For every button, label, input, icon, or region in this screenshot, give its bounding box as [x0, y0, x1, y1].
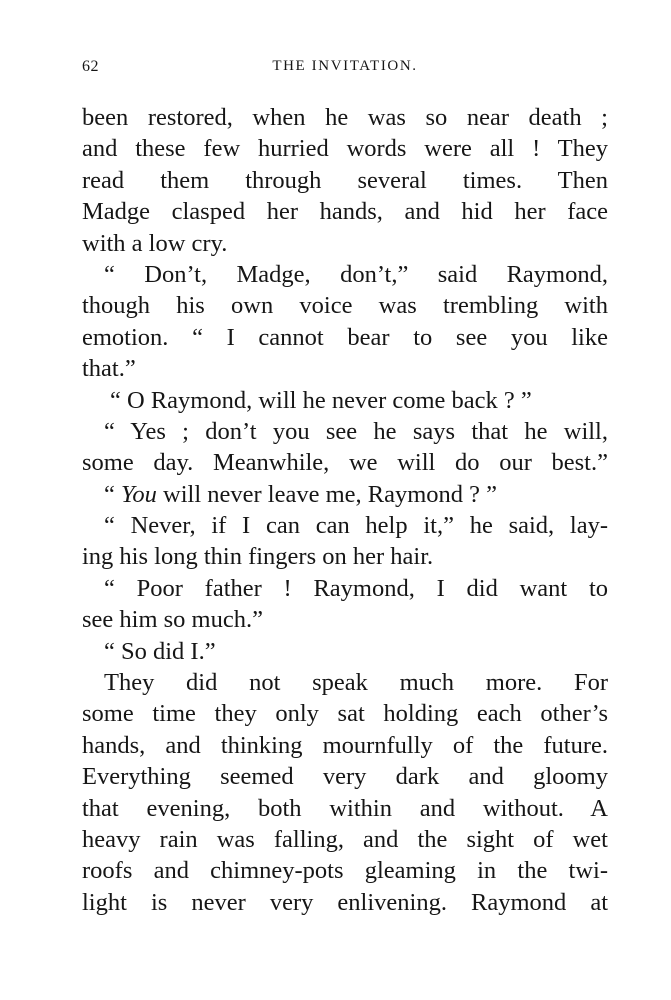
- text-fragment: will never leave me, Raymond ? ”: [156, 480, 498, 508]
- text-line: They did not speak much more. For: [104, 669, 608, 697]
- text-line: see him so much.”: [82, 606, 263, 634]
- text-line: hands, and thinking mournfully of the future.: [82, 731, 608, 759]
- text-line: [82, 479, 608, 510]
- text-line: and these few hurried words were all ! They: [82, 135, 608, 163]
- text-line: “ Poor father ! Raymond, I did want to: [104, 574, 608, 602]
- text-line: Madge clasped her hands, and hid her face: [82, 198, 608, 226]
- text-line: some day. Meanwhile, we will do our best.”: [82, 449, 608, 477]
- body-text: [82, 102, 608, 918]
- text-line: roofs and chimney-pots gleaming in the twi-: [82, 857, 608, 885]
- text-fragment: “: [104, 480, 121, 508]
- text-line: that.”: [82, 355, 136, 383]
- text-line: “ O Raymond, will he never come back ? ”: [110, 386, 532, 414]
- text-line: read them through several times. Then: [82, 166, 608, 194]
- text-line: been restored, when he was so near death ;: [82, 104, 608, 131]
- text-line: “ Don’t, Madge, don’t,” said Raymond,: [104, 260, 608, 288]
- page-number: 62: [82, 58, 99, 75]
- text-line: with a low cry.: [82, 229, 228, 257]
- text-line: emotion. “ I cannot bear to see you like: [82, 323, 608, 351]
- text-line: though his own voice was trembling with: [82, 292, 608, 320]
- page-header: [82, 58, 608, 82]
- emphasized-word: You: [121, 480, 157, 508]
- text-line: Everything seemed very dark and gloomy: [82, 763, 608, 791]
- text-line: “ Never, if I can can help it,” he said, lay-: [104, 512, 608, 540]
- text-line: heavy rain was falling, and the sight of wet: [82, 825, 608, 853]
- text-line: some time they only sat holding each other’s: [82, 700, 608, 728]
- text-line: that evening, both within and without. A: [82, 794, 608, 822]
- text-line: “ Yes ; don’t you see he says that he will,: [104, 417, 608, 445]
- text-line: ing his long thin fingers on her hair.: [82, 543, 434, 571]
- text-line: “ So did I.”: [104, 637, 216, 665]
- text-line: light is never very enlivening. Raymond at: [82, 888, 608, 916]
- running-head: THE INVITATION.: [272, 58, 418, 74]
